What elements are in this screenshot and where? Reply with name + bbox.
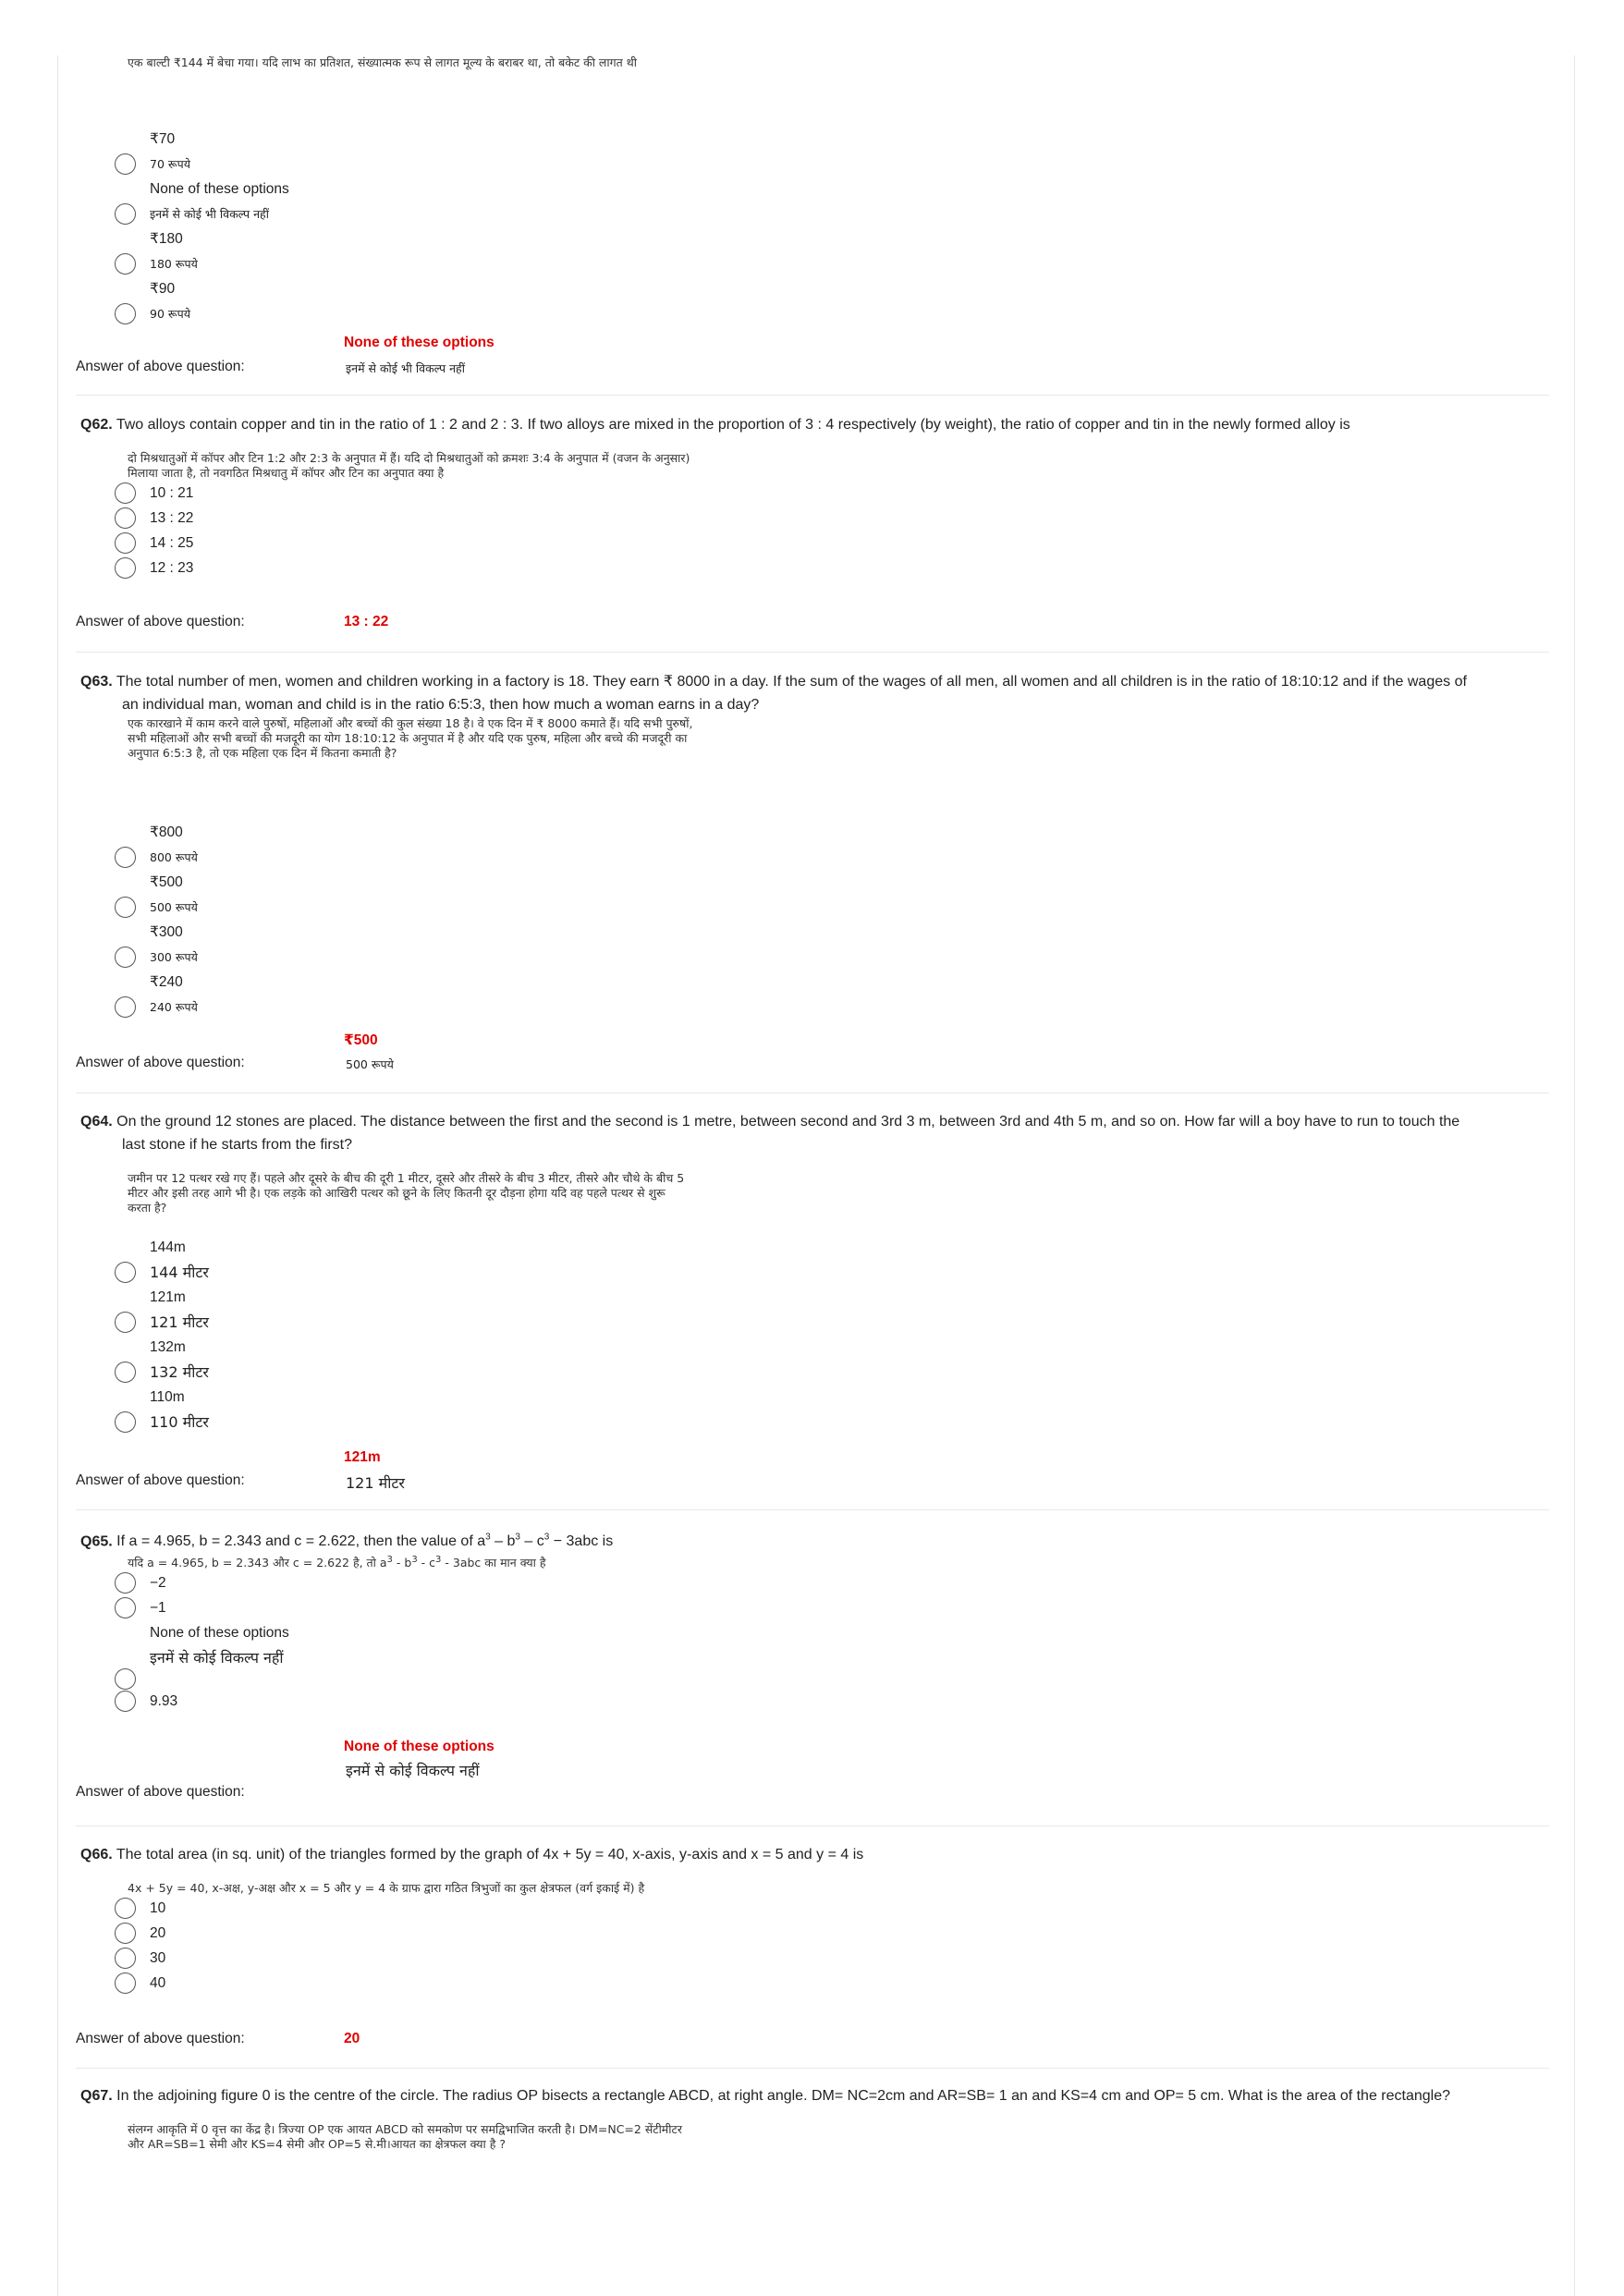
question-body: On the ground 12 stones are placed. The distance between the first and the second is 1 metre, between second and 3rd 3 m, between 3rd and 4th 5 m, and so on. How far will a boy have to run to touch the: [116, 1114, 1460, 1130]
option-row[interactable]: [76, 1971, 1549, 1996]
radio-button[interactable]: [115, 1691, 136, 1712]
option-4-radio-row[interactable]: [76, 301, 1549, 326]
option-4: [76, 276, 1549, 301]
radio-button[interactable]: [115, 1312, 136, 1333]
option-1: [76, 1235, 1549, 1260]
option-label: 10: [150, 1900, 166, 1916]
option-label: 30: [150, 1950, 166, 1966]
question-hindi-line: एक कारखाने में काम करने वाले पुरुषों, महिलाओं और बच्चों की कुल संख्या 18 है। वे एक दिन में ₹ 8000 कमाते हैं। यदि सभी पुरुषों,: [128, 716, 693, 730]
option-1-radio-row[interactable]: [76, 845, 1549, 870]
radio-button[interactable]: [115, 1597, 136, 1618]
option-1-en: 144m: [150, 1240, 186, 1255]
answer-label: Answer of above question:: [76, 1055, 245, 1070]
answer-block: [76, 1032, 1549, 1078]
option-1-en: ₹70: [150, 131, 176, 147]
option-3-en: ₹180: [150, 231, 183, 247]
option-2: [76, 1285, 1549, 1310]
option-1-radio-row[interactable]: [76, 152, 1549, 177]
answer-label: Answer of above question:: [76, 614, 245, 629]
option-label: 12 : 23: [150, 560, 194, 576]
radio-button[interactable]: [115, 557, 136, 579]
question-body-line2: last stone if he starts from the first?: [122, 1137, 352, 1153]
radio-button[interactable]: [115, 1668, 136, 1690]
option-2-radio-row[interactable]: [76, 1310, 1549, 1335]
question-number: Q63.: [80, 674, 113, 690]
question-number: Q64.: [80, 1114, 113, 1130]
question-body: In the adjoining figure 0 is the centre of the circle. The radius OP bisects a rectangle ABCD, at right angle. DM= NC=2cm and AR=SB= 1 an and KS=4 cm and OP= 5 cm. What is the area of the rectangle?: [116, 2088, 1451, 2104]
answer-block: [76, 1449, 1549, 1496]
answer-english: ₹500: [344, 1032, 378, 1048]
option-3-radio-row[interactable]: [76, 1670, 1549, 1689]
radio-button[interactable]: [115, 1898, 136, 1919]
option-2-radio-row[interactable]: [76, 895, 1549, 920]
answer-label: Answer of above question:: [76, 1472, 245, 1488]
option-row[interactable]: [76, 1595, 1549, 1620]
radio-button[interactable]: [115, 996, 136, 1018]
question-continued: [76, 55, 1549, 70]
divider: [76, 652, 1549, 653]
option-3: [76, 920, 1549, 945]
option-4-en: 110m: [150, 1389, 185, 1405]
question-hindi-line: मीटर और इसी तरह आगे भी है। एक लड़के को आखिरी पत्थर को छूने के लिए कितनी दूर दौड़ना होगा यदि वह पहले पत्थर से शुरू: [128, 1186, 665, 1200]
option-1-hi: 144 मीटर: [150, 1264, 209, 1281]
question-text: [76, 670, 1549, 693]
option-2-hi: इनमें से कोई भी विकल्प नहीं: [150, 207, 269, 221]
option-label: −2: [150, 1575, 166, 1592]
radio-button[interactable]: [115, 507, 136, 529]
option-label: None of these options: [150, 1625, 289, 1642]
question-hindi-line: दो मिश्रधातुओं में कॉपर और टिन 1:2 और 2:3 के अनुपात में हैं। यदि दो मिश्रधातुओं को क्रमशः 3:4 के अनुपात में (वजन के अनुसार): [128, 451, 690, 465]
option-1: [76, 820, 1549, 845]
radio-button[interactable]: [115, 1923, 136, 1944]
divider: [76, 2068, 1549, 2069]
answer-block: [76, 614, 1549, 638]
option-3-hi: 300 रूपये: [150, 950, 198, 964]
question-hindi-text: 4x + 5y = 40, x-अक्ष, y-अक्ष और x = 5 और y = 4 के ग्राफ द्वारा गठित त्रिभुजों का कुल क्षेत्रफल (वर्ग इकाई में) है: [128, 1881, 645, 1895]
option-2: [76, 177, 1549, 202]
answer-value: 13 : 22: [344, 614, 389, 629]
option-4-en: ₹90: [150, 281, 176, 297]
option-label-hi: इनमें से कोई विकल्प नहीं: [150, 1649, 284, 1667]
option-label: 20: [150, 1925, 166, 1941]
options-list: [76, 481, 1549, 580]
options-list: [76, 1896, 1549, 1996]
question-62: [76, 413, 1549, 580]
radio-button[interactable]: [115, 203, 136, 225]
radio-button[interactable]: [115, 153, 136, 175]
radio-button[interactable]: [115, 303, 136, 324]
divider: [76, 395, 1549, 396]
question-hindi-line: मिलाया जाता है, तो नवगठित मिश्रधातु में कॉपर और टिन का अनुपात क्या है: [128, 466, 445, 480]
question-body-line2: an individual man, woman and child is in the ratio 6:5:3, then how much a woman earns in a day?: [122, 697, 760, 713]
answer-value: 20: [344, 2031, 360, 2046]
option-label: 14 : 25: [150, 535, 194, 551]
radio-button[interactable]: [115, 847, 136, 868]
options-list: [76, 1235, 1549, 1435]
option-3: [76, 1335, 1549, 1360]
option-3: [76, 226, 1549, 251]
option-2: [76, 870, 1549, 895]
option-row[interactable]: [76, 1570, 1549, 1595]
question-body: The total number of men, women and children working in a factory is 18. They earn ₹ 8000 in a day. If the sum of the wages of all men, all women and all children is in the ratio of 18:10:12 and if the wages of: [116, 674, 1467, 690]
radio-button[interactable]: [115, 482, 136, 504]
option-4-radio-row[interactable]: [76, 995, 1549, 1020]
question-text: [76, 1843, 1549, 1866]
option-row[interactable]: [76, 481, 1549, 506]
radio-button[interactable]: [115, 1362, 136, 1383]
option-label: −1: [150, 1600, 166, 1617]
answer-hindi: इनमें से कोई भी विकल्प नहीं: [346, 361, 465, 375]
question-hindi-line: और AR=SB=1 सेमी और KS=4 सेमी और OP=5 से.मी।आयत का क्षेत्रफल क्या है ?: [128, 2137, 506, 2151]
option-4-radio-row[interactable]: [76, 1410, 1549, 1435]
question-67: [76, 2084, 1549, 2152]
option-3-hi: 132 मीटर: [150, 1363, 209, 1381]
answer-english: 121m: [344, 1449, 381, 1465]
option-2-en: None of these options: [150, 181, 289, 197]
options-list: [76, 127, 1549, 326]
answer-block: [76, 1739, 1549, 1803]
option-1-hi: 800 रूपये: [150, 850, 198, 864]
question-hindi-text: यदि a = 4.965, b = 2.343 और c = 2.622 है, तो $a^3 - b^3 - c^3 - 3abc$ का मान क्या है: [128, 1555, 546, 1570]
answer-hindi: 121 मीटर: [346, 1474, 405, 1492]
option-3-radio-row[interactable]: [76, 1360, 1549, 1385]
question-hindi-text: एक बाल्टी ₹144 में बेचा गया। यदि लाभ का प्रतिशत, संख्यात्मक रूप से लागत मूल्य के बराबर था, तो बकेट की लागत थी: [128, 55, 637, 69]
radio-button[interactable]: [115, 1411, 136, 1433]
answer-label: Answer of above question:: [76, 359, 245, 374]
answer-hindi: 500 रूपये: [346, 1057, 394, 1071]
option-2-en: ₹500: [150, 874, 183, 890]
radio-button[interactable]: [115, 253, 136, 275]
radio-button[interactable]: [115, 532, 136, 554]
option-3-radio-row[interactable]: [76, 945, 1549, 970]
question-hindi-line: संलग्न आकृति में 0 वृत्त का केंद्र है। त्रिज्या OP एक आयत ABCD को समकोण पर समद्विभाजित करती है। DM=NC=2 सेंटीमीटर: [128, 2122, 682, 2136]
option-3-en-row: [76, 1620, 1549, 1645]
option-3-en: 132m: [150, 1339, 186, 1355]
option-3-hi: 180 रूपये: [150, 257, 198, 271]
option-label: 40: [150, 1975, 166, 1991]
option-2-en: 121m: [150, 1289, 186, 1305]
option-row[interactable]: [76, 531, 1549, 556]
answer-english: None of these options: [344, 335, 495, 350]
option-3-hi-row: [76, 1645, 1549, 1670]
option-row[interactable]: [76, 556, 1549, 580]
answer-hindi: इनमें से कोई विकल्प नहीं: [346, 1762, 480, 1779]
option-4-hi: 110 मीटर: [150, 1413, 209, 1431]
option-label: 10 : 21: [150, 485, 194, 501]
question-64: [76, 1110, 1549, 1215]
option-row[interactable]: [76, 506, 1549, 531]
question-66: [76, 1843, 1549, 1996]
option-4: [76, 970, 1549, 995]
option-row[interactable]: [76, 1896, 1549, 1921]
question-text: [76, 413, 1549, 436]
question-text: [76, 1110, 1549, 1133]
option-row[interactable]: [76, 1946, 1549, 1971]
question-text: [76, 1526, 1549, 1553]
radio-button[interactable]: [115, 946, 136, 968]
options-list: [76, 1570, 1549, 1714]
option-4-hi: 90 रूपये: [150, 307, 190, 321]
option-3-en: ₹300: [150, 924, 183, 940]
question-body: The total area (in sq. unit) of the triangles formed by the graph of 4x + 5y = 40, x-axis, y-axis and x = 5 and y = 4 is: [116, 1847, 864, 1862]
question-hindi-line: जमीन पर 12 पत्थर रखे गए हैं। पहले और दूसरे के बीच की दूरी 1 मीटर, दूसरे और तीसरे के बीच 3 मीटर, तीसरे और चौथे के बीच 5: [128, 1171, 685, 1185]
question-text: [76, 2084, 1549, 2107]
option-row[interactable]: [76, 1689, 1549, 1714]
option-2-radio-row[interactable]: [76, 202, 1549, 226]
question-number: Q67.: [80, 2088, 113, 2104]
answer-block: [76, 2031, 1549, 2055]
radio-button[interactable]: [115, 1262, 136, 1283]
option-4: [76, 1385, 1549, 1410]
question-number: Q66.: [80, 1847, 113, 1862]
radio-button[interactable]: [115, 1572, 136, 1594]
option-1-hi: 70 रूपये: [150, 157, 190, 171]
question-number: Q65.: [80, 1533, 113, 1550]
option-1-radio-row[interactable]: [76, 1260, 1549, 1285]
option-row[interactable]: [76, 1921, 1549, 1946]
answer-label: Answer of above question:: [76, 2031, 245, 2046]
question-body: If a = 4.965, b = 2.343 and c = 2.622, then the value of $a^3 - b^3 - c^3 - 3abc$ is: [116, 1533, 614, 1550]
option-1-en: ₹800: [150, 824, 183, 840]
answer-english: None of these options: [344, 1739, 495, 1754]
question-hindi-line: सभी महिलाओं और सभी बच्चों की मजदूरी का योग 18:10:12 के अनुपात में है और यदि एक पुरुष, महिला और बच्चे की मजदूरी का: [128, 731, 688, 745]
option-label: 13 : 22: [150, 510, 194, 526]
radio-button[interactable]: [115, 1948, 136, 1969]
answer-label: Answer of above question:: [76, 1784, 245, 1800]
question-63: [76, 670, 1549, 761]
question-body: Two alloys contain copper and tin in the ratio of 1 : 2 and 2 : 3. If two alloys are mixed in the proportion of 3 : 4 respectively (by weight), the ratio of copper and tin in the newly formed alloy is: [116, 417, 1350, 433]
option-3-radio-row[interactable]: [76, 251, 1549, 276]
answer-block: [76, 335, 1549, 381]
question-hindi-line: अनुपात 6:5:3 है, तो एक महिला एक दिन में कितना कमाती है?: [128, 746, 397, 760]
divider: [76, 1509, 1549, 1510]
options-list: [76, 820, 1549, 1020]
option-label: 9.93: [150, 1693, 178, 1710]
option-1: [76, 127, 1549, 152]
question-hindi-line: करता है?: [128, 1201, 167, 1215]
radio-button[interactable]: [115, 897, 136, 918]
option-2-hi: 121 मीटर: [150, 1313, 209, 1331]
question-65: [76, 1526, 1549, 1714]
option-4-hi: 240 रूपये: [150, 1000, 198, 1014]
radio-button[interactable]: [115, 1972, 136, 1994]
option-2-hi: 500 रूपये: [150, 900, 198, 914]
option-4-en: ₹240: [150, 974, 183, 990]
question-number: Q62.: [80, 417, 113, 433]
